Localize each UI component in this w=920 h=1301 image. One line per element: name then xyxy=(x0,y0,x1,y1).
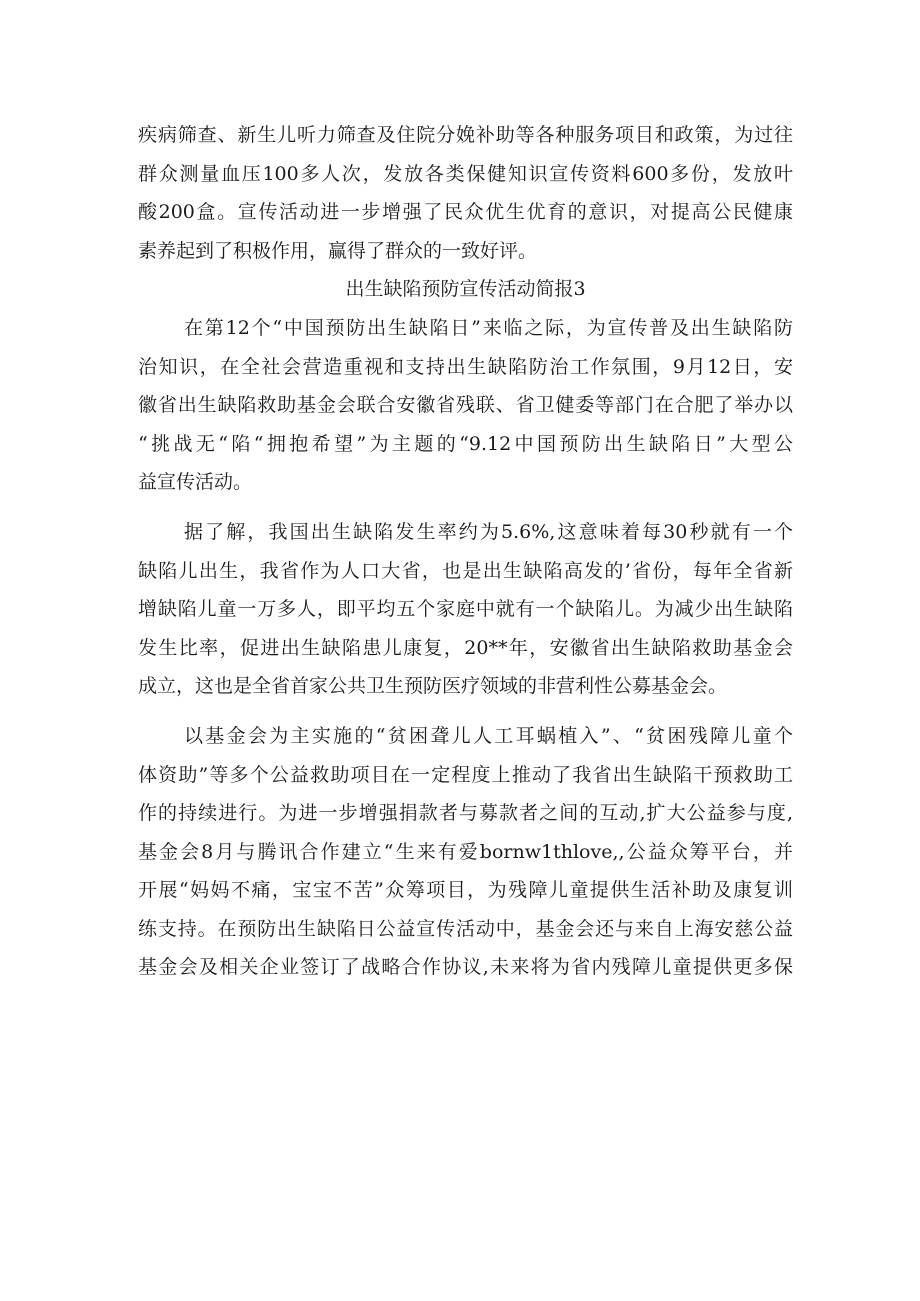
paragraph-line: 素养起到了积极作用，赢得了群众的一致好评。 xyxy=(138,239,538,262)
paragraph-line: 益宣传活动。 xyxy=(138,471,253,494)
paragraph-line: 练支持。在预防出生缺陷日公益宣传活动中，基金会还与来自上海安慈公益 xyxy=(138,917,793,940)
paragraph-spacer xyxy=(138,502,793,513)
paragraph-3 xyxy=(138,513,793,706)
paragraph-4 xyxy=(138,717,793,987)
paragraph-line: 治知识，在全社会营造重视和支持出生缺陷防治工作氛围，9月12日，安 xyxy=(138,355,793,378)
paragraph-line: 基金会8月与腾讯合作建立“生来有爱bornw1thlove,,公益众筹平台，并 xyxy=(138,840,793,863)
paragraph-line: 基金会及相关企业签订了战略合作协议,未来将为省内残障儿童提供更多保 xyxy=(138,956,793,979)
paragraph-spacer xyxy=(138,706,793,717)
paragraph-line: 作的持续进行。为进一步增强捐款者与募款者之间的互动,扩大公益参与度, xyxy=(138,802,793,825)
paragraph-line: 缺陷儿出生，我省作为人口大省，也是出生缺陷高发的’省份，每年全省新 xyxy=(138,559,793,582)
document-body xyxy=(138,116,793,987)
paragraph-line: 体资助”等多个公益救助项目在一定程度上推动了我省出生缺陷干预救助工 xyxy=(138,763,793,786)
paragraph-line: 以基金会为主实施的“贫困聋儿人工耳蜗植入”、“贫困残障儿童个 xyxy=(184,724,793,747)
paragraph-line: “挑战无“陷“拥抱希望”为主题的“9.12中国预防出生缺陷日”大型公 xyxy=(138,432,793,455)
paragraph-2 xyxy=(138,309,793,502)
paragraph-line: 成立，这也是全省首家公共卫生预防医疗领域的非营利性公募基金会。 xyxy=(138,675,728,698)
paragraph-line: 在第12个“中国预防出生缺陷日”来临之际，为宣传普及出生缺陷防 xyxy=(184,316,793,339)
paragraph-line: 据了解，我国出生缺陷发生率约为5.6%,这意味着每30秒就有一个 xyxy=(184,520,793,543)
paragraph-line: 群众测量血压100多人次，发放各类保健知识宣传资料600多份，发放叶 xyxy=(138,162,793,185)
paragraph-line: 徽省出生缺陷救助基金会联合安徽省残联、省卫健委等部门在合肥了举办以 xyxy=(138,394,793,417)
paragraph-line: 酸200盒。宣传活动进一步增强了民众优生优育的意识，对提高公民健康 xyxy=(138,201,793,224)
paragraph-line: 增缺陷儿童一万多人，即平均五个家庭中就有一个缺陷儿。为减少出生缺陷 xyxy=(138,598,793,621)
paragraph-1 xyxy=(138,116,793,270)
paragraph-line: 开展“妈妈不痛，宝宝不苦”众筹项目，为残障儿童提供生活补助及康复训 xyxy=(138,879,793,902)
paragraph-line: 发生比率，促进出生缺陷患儿康复，20**年，安徽省出生缺陷救助基金会 xyxy=(138,636,793,659)
section-title: 出生缺陷预防宣传活动简报3 xyxy=(345,278,586,301)
paragraph-line: 疾病筛查、新生儿听力筛查及住院分娩补助等各种服务项目和政策，为过往 xyxy=(138,124,793,146)
